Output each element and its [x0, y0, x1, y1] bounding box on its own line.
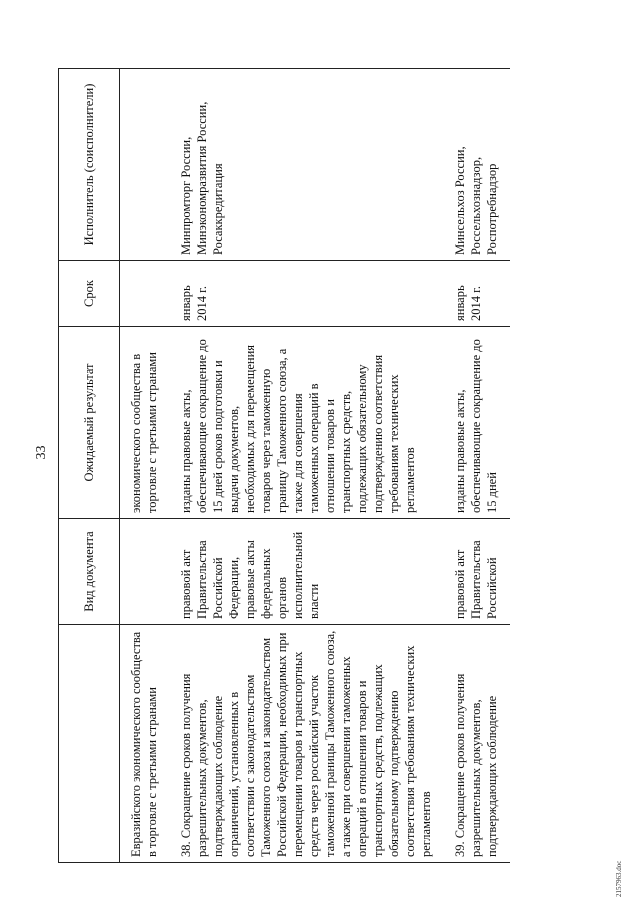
table-row — [120, 69, 171, 863]
executor-cell: Минпромторг России, Минэкономразвития России, Росаккредитация — [170, 69, 444, 261]
header-document-type: Вид документа — [59, 519, 120, 625]
measure-cell: 38. Сокращение сроков получения разрешительных документов, подтверждающих соблюдение ограничений, установленных в соответствии с законодательством Таможенного союза и законодательством Российской Федерации, необходимых при перемещении товаров и транспортных средств через российский участок таможенной границы Таможенного союза, а также при совершении таможенных операций в отношении товаров и транспортных средств, подлежащих обязательному подтверждению соответствия требованиям технических регламентов — [170, 625, 444, 863]
expected-result-cell: экономического сообщества в торговле с третьими странами — [120, 327, 171, 519]
deadline-cell: январь 2014 г. — [444, 261, 510, 327]
file-name-footer: 2157963.doc — [615, 860, 623, 897]
document-type-cell: правовой акт Правительства Российской Федерации, правовые акты федеральных органов исполнительной власти — [170, 519, 444, 625]
header-measure — [59, 625, 120, 863]
table-header-row — [59, 69, 120, 863]
header-expected-result: Ожидаемый результат — [59, 327, 120, 519]
measure-cell: Евразийского экономического сообщества в торговле с третьими странами — [120, 625, 171, 863]
header-executor: Исполнитель (соисполнители) — [59, 69, 120, 261]
deadline-cell — [120, 261, 171, 327]
page-number: 33 — [34, 445, 49, 460]
deadline-cell: январь 2014 г. — [170, 261, 444, 327]
table-row — [444, 69, 510, 863]
header-deadline: Срок — [59, 261, 120, 327]
document-type-cell — [120, 519, 171, 625]
action-plan-table — [58, 68, 510, 863]
expected-result-cell: изданы правовые акты, обеспечивающие сокращение до 15 дней — [444, 327, 510, 519]
measure-cell: 39. Сокращение сроков получения разрешительных документов, подтверждающих соблюдение — [444, 625, 510, 863]
executor-cell — [120, 69, 171, 261]
table-row — [170, 69, 444, 863]
executor-cell: Минсельхоз России, Россельхознадзор, Роспотребнадзор — [444, 69, 510, 261]
document-type-cell: правовой акт Правительства Российской — [444, 519, 510, 625]
expected-result-cell: изданы правовые акты, обеспечивающие сокращение до 15 дней сроков подготовки и выдачи документов, необходимых для перемещения товаров через таможенную границу Таможенного союза, а также для совершения таможенных операций в отношении товаров и транспортных средств, подлежащих обязательному подтверждению соответствия требованиям технических регламентов — [170, 327, 444, 519]
